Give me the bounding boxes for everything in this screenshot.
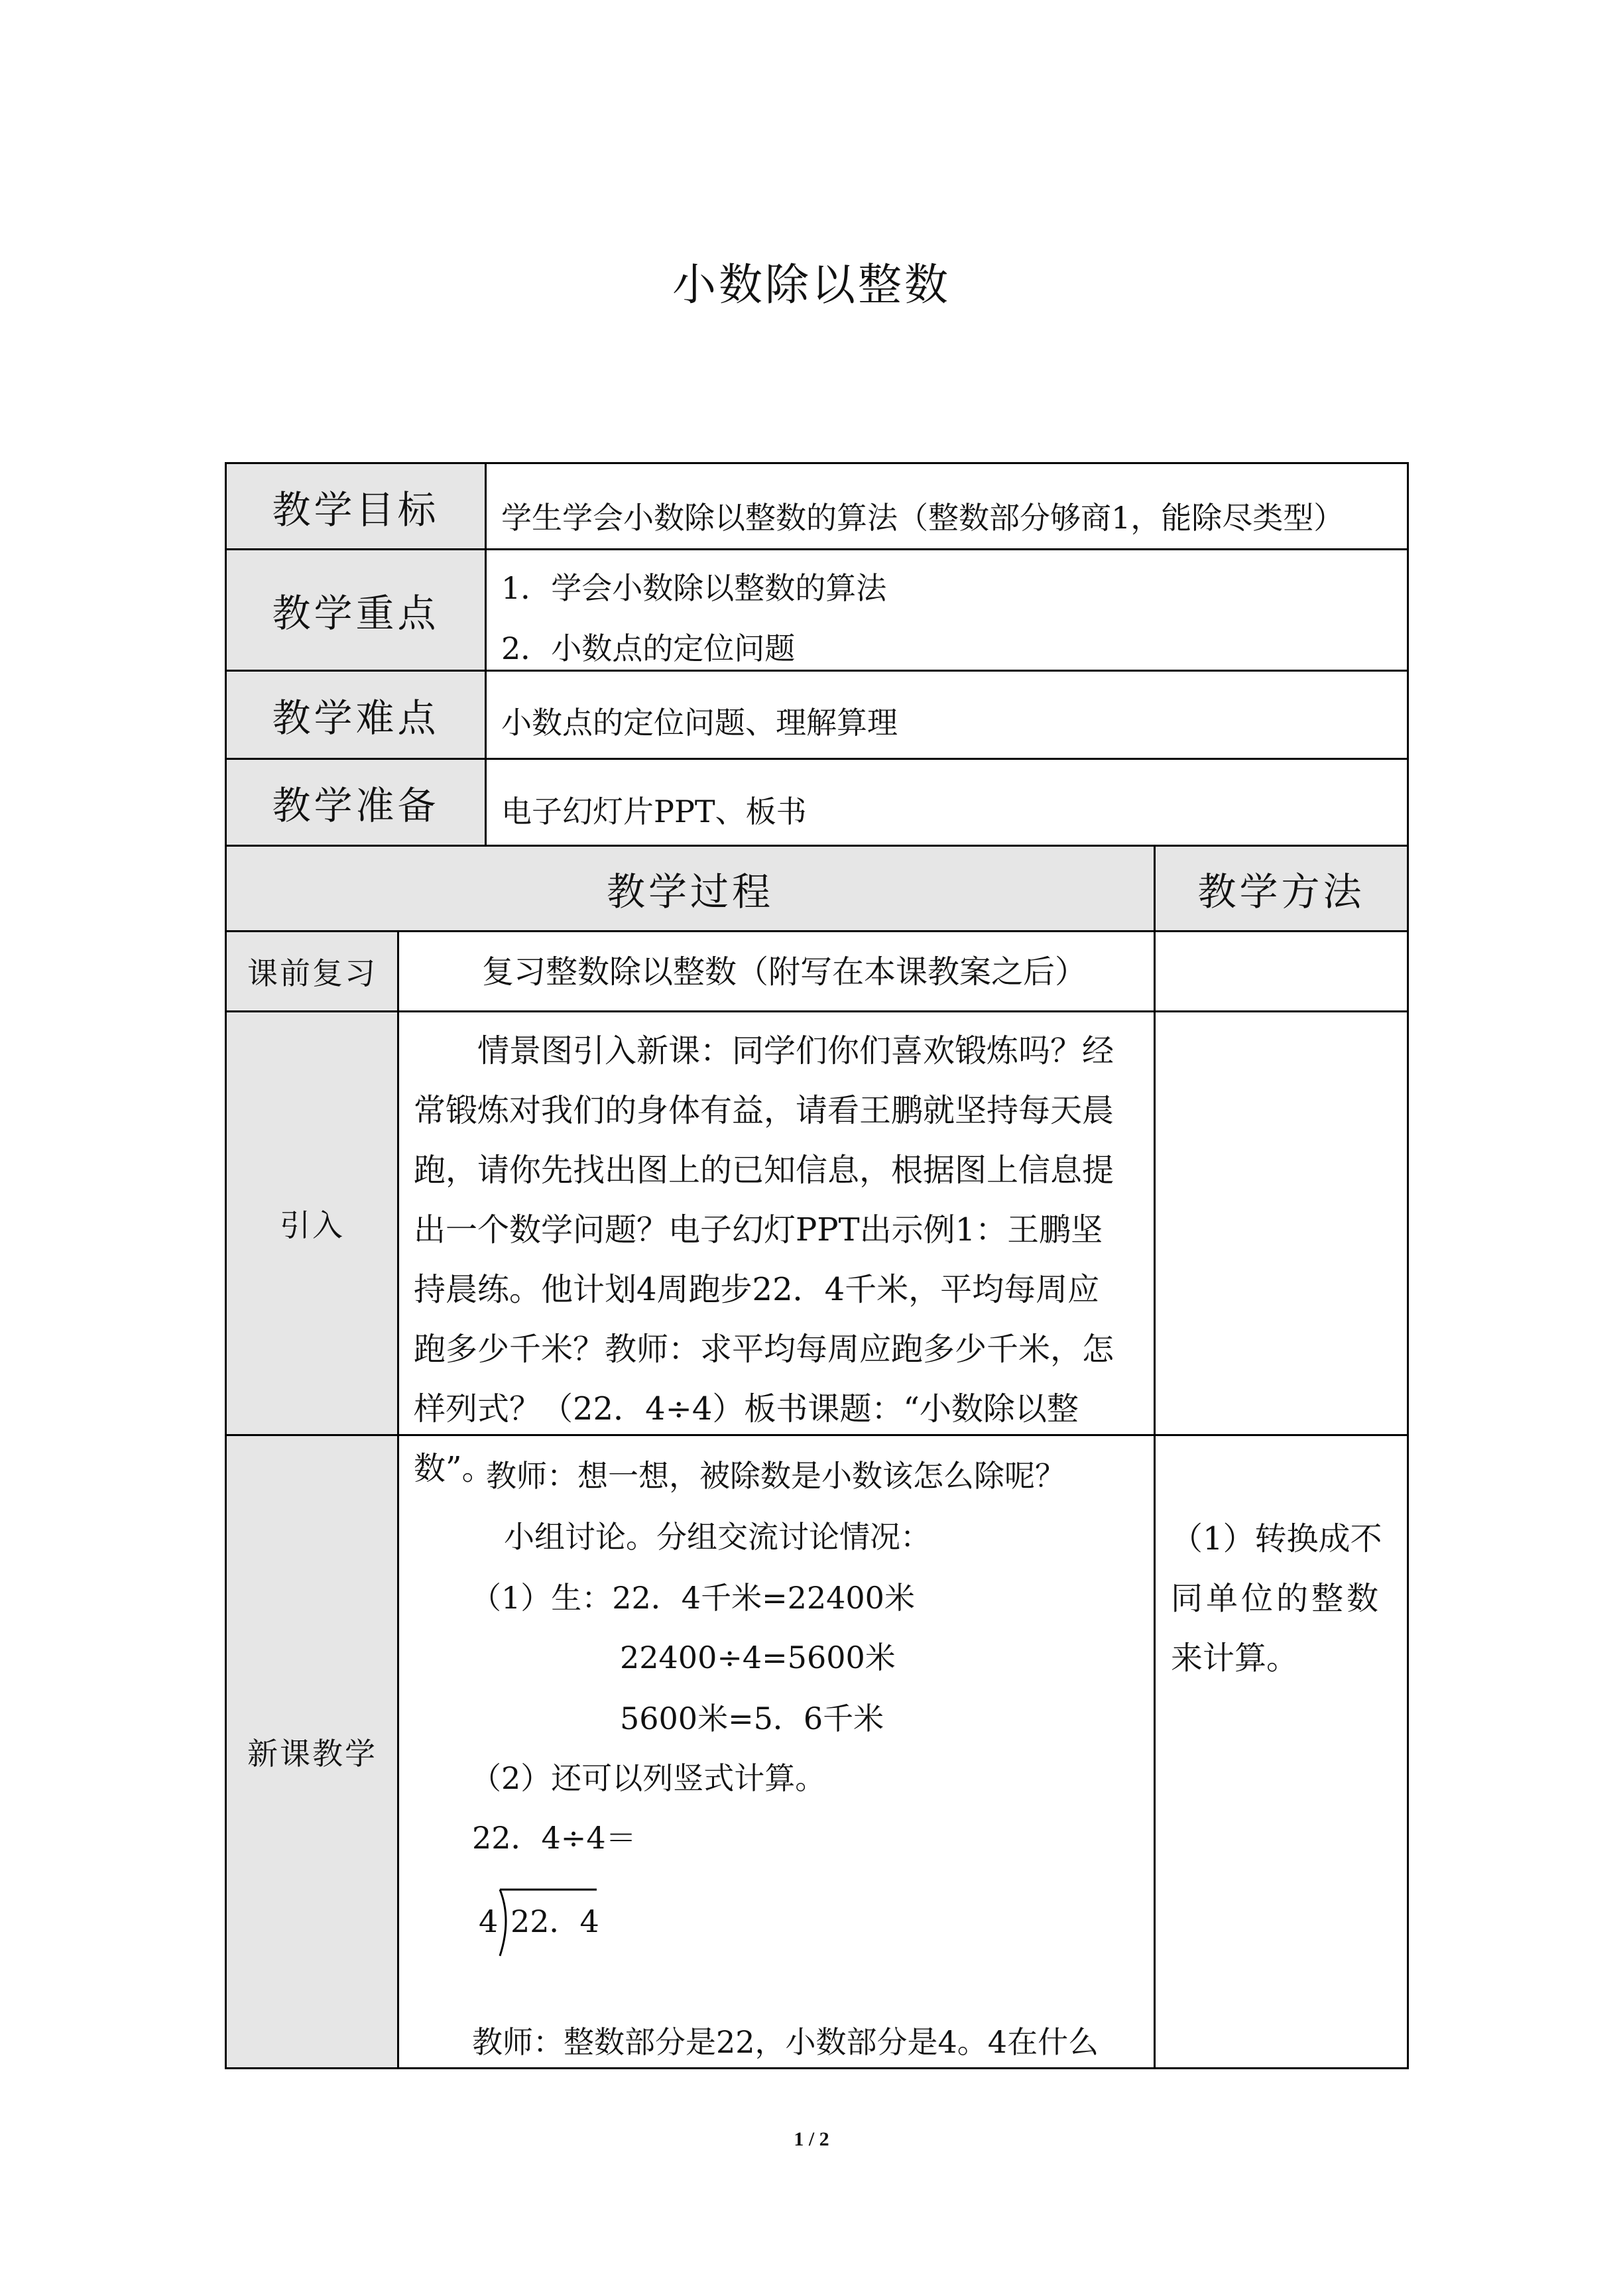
method-text <box>1171 1509 1403 1688</box>
intro-line: 跑多少千米？教师：求平均每周应跑多少千米，怎 <box>414 1331 1114 1368</box>
label-cell-difficulties <box>227 672 485 758</box>
label-difficulties: 教学难点 <box>272 695 440 741</box>
method-line: 同单位的整数 <box>1171 1580 1382 1617</box>
difficulty-text: 小数点的定位问题、理解算理 <box>501 705 898 741</box>
keypoint-line-1: 1．学会小数除以整数的算法 <box>501 570 887 606</box>
keypoint-line-2: 2．小数点的定位问题 <box>501 631 796 666</box>
label-cell-objective <box>227 464 485 548</box>
label-cell-keypoints <box>227 550 485 670</box>
row-divider <box>225 845 1409 847</box>
document-title: 小数除以整数 <box>672 259 951 310</box>
label-keypoints: 教学重点 <box>272 591 440 636</box>
lesson-line: 教师：想一想，被除数是小数该怎么除呢？ <box>486 1458 1065 1494</box>
row-divider <box>225 670 1409 672</box>
review-label: 课前复习 <box>247 955 377 991</box>
col-divider-method <box>1154 845 1156 2069</box>
intro-paragraph <box>414 1021 1148 1498</box>
newlesson-label: 新课教学 <box>247 1736 377 1772</box>
lesson-line: 22400÷4=5600米 <box>620 1640 896 1675</box>
lesson-line: 5600米=5．6千米 <box>620 1701 884 1736</box>
intro-line: 情景图引入新课：同学们你们喜欢锻炼吗？经 <box>414 1032 1114 1069</box>
objective-text: 学生学会小数除以整数的算法（整数部分够商1，能除尽类型） <box>501 500 1345 536</box>
division-dividend: 22．4 <box>511 1903 599 1939</box>
row-divider <box>225 1010 1409 1012</box>
division-divisor: 4 <box>479 1903 499 1939</box>
lesson-line: （2）还可以列竖式计算。 <box>471 1760 826 1796</box>
intro-line: 样列式？（22．4÷4）板书课题：“小数除以整数”。 <box>414 1390 1079 1487</box>
intro-line: 跑，请你先找出图上的已知信息，根据图上信息提 <box>414 1152 1114 1189</box>
preparation-text: 电子幻灯片PPT、板书 <box>501 794 807 829</box>
method-line: （1）转换成不 <box>1171 1520 1382 1557</box>
row-divider <box>225 548 1409 550</box>
label-cell-preparation <box>227 760 485 845</box>
process-header: 教学过程 <box>606 869 774 914</box>
intro-line: 持晨练。他计划4周跑步22．4千米，平均每周应 <box>414 1271 1100 1308</box>
lesson-line: 小组讨论。分组交流讨论情况： <box>504 1519 931 1555</box>
label-preparation: 教学准备 <box>272 783 440 828</box>
intro-line: 出一个数学问题？电子幻灯PPT出示例1：王鹏坚 <box>414 1211 1103 1248</box>
table-border-right <box>1407 462 1409 2069</box>
intro-line: 常锻炼对我们的身体有益，请看王鹏就坚持每天晨 <box>414 1092 1114 1129</box>
page-number: 1 / 2 <box>794 2128 829 2150</box>
lesson-line: 22．4÷4＝ <box>472 1820 636 1856</box>
method-header-cell <box>1156 847 1407 930</box>
lesson-line: （1）生：22．4千米=22400米 <box>471 1580 915 1616</box>
label-objective: 教学目标 <box>272 487 440 532</box>
row-divider <box>225 758 1409 760</box>
row-divider <box>225 930 1409 932</box>
method-header: 教学方法 <box>1197 869 1365 914</box>
review-text: 复习整数除以整数（附写在本课教案之后） <box>482 953 1087 991</box>
process-header-cell <box>227 847 1154 930</box>
method-line: 来计算。 <box>1171 1640 1299 1677</box>
intro-label: 引入 <box>280 1207 345 1243</box>
col-divider-label <box>485 462 487 847</box>
lesson-teacher-line: 教师：整数部分是22，小数部分是4。4在什么 <box>472 2024 1099 2060</box>
